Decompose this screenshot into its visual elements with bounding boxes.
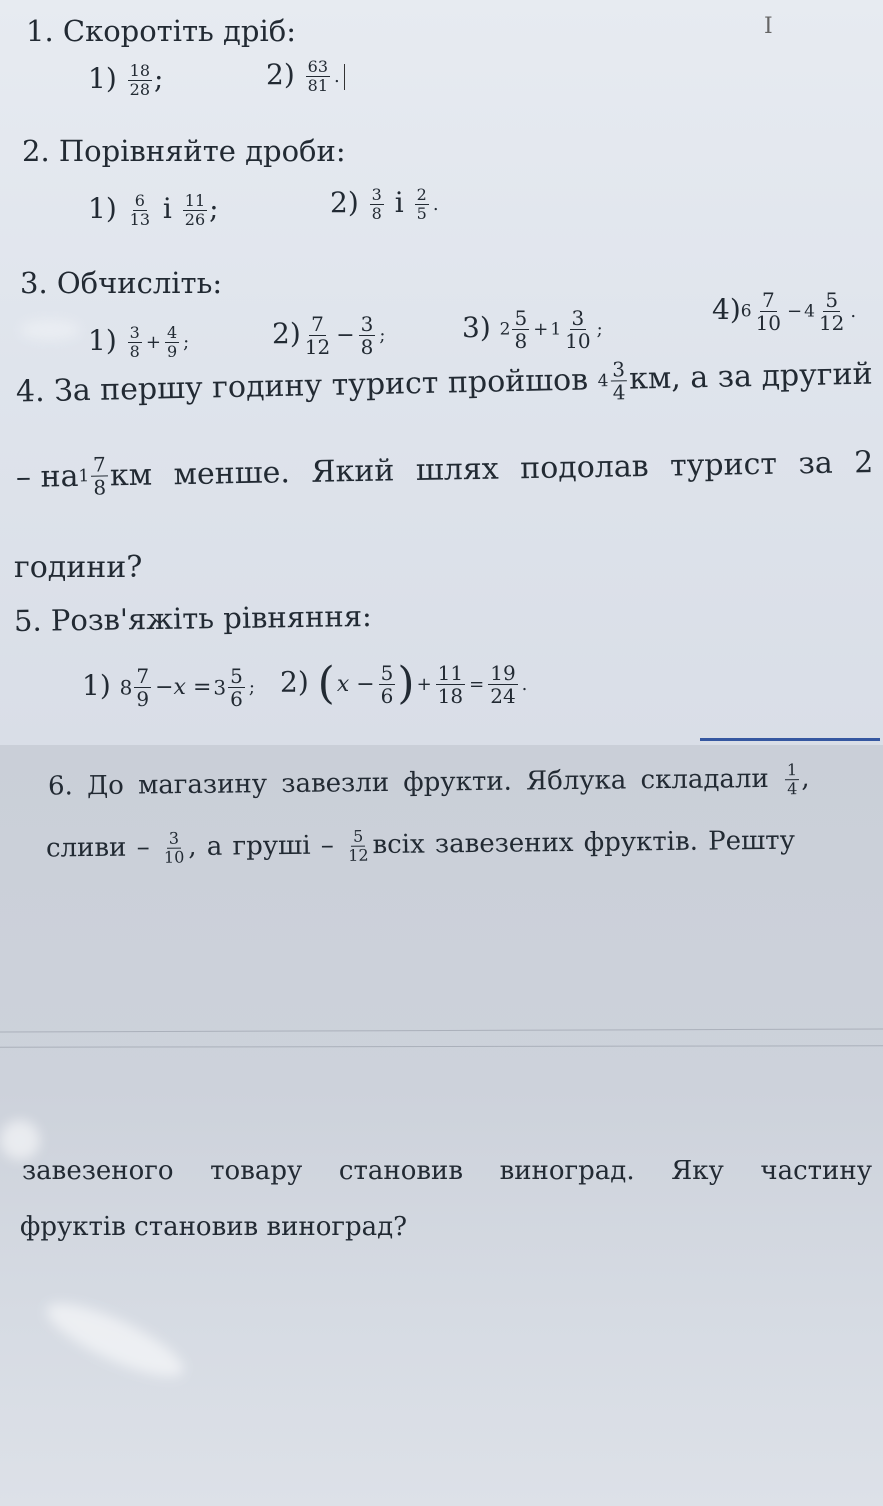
text-caret: [344, 64, 345, 90]
item-label: 1): [88, 62, 117, 95]
task2-item1: 1) $\frac{6}{13}$ і $\frac{11}{26}$ ;: [88, 191, 219, 229]
mixed-number: 1 $\frac{7}{8}$: [78, 452, 107, 500]
fraction: $\frac{3}{8}$: [360, 312, 374, 359]
task2-title: 2. Порівняйте дроби:: [22, 134, 346, 168]
task1-item2: 2) $\frac{63}{81}$ .: [266, 58, 345, 94]
task4-line1: 4. За першу годину турист пройшов 4 $\frac{3}{4}$ км, а за другий: [15, 356, 873, 410]
fraction: $\frac{6}{13}$: [129, 191, 151, 229]
task4-line2-words: км менше. Який шлях подолав турист за 2: [109, 445, 874, 494]
task4-line2: – на 1 $\frac{7}{8}$ км менше. Який шлях подолав турист за 2: [15, 445, 874, 500]
task1-item1: 1) $\frac{18}{28}$ ;: [88, 61, 164, 99]
task5-item2: 2) (x − $\frac{5}{6}$ ) + $\frac{11}{18}$ = $\frac{19}{24}$ .: [280, 658, 528, 709]
task5-title: 5. Розв'яжіть рівняння:: [13, 599, 372, 638]
task6-line1: 6. До магазину завезли фрукти. Яблука складали $\frac{1}{4}$ ,: [47, 760, 810, 802]
task2-item2: 2) $\frac{3}{8}$ і $\frac{2}{5}$ .: [330, 185, 439, 223]
task1-title: 1. Скоротіть дріб:: [26, 14, 296, 48]
fraction: $\frac{2}{5}$: [416, 185, 427, 223]
fraction: $\frac{11}{26}$: [184, 191, 206, 229]
fraction: $\frac{7}{9}$: [136, 664, 150, 711]
fraction: $\frac{63}{81}$: [307, 57, 329, 95]
fraction: $\frac{7}{10}$: [755, 288, 782, 335]
task6-line4: фруктів становив виноград?: [20, 1212, 408, 1242]
light-glare: [20, 320, 80, 340]
fraction: $\frac{11}{18}$: [437, 660, 464, 708]
fraction: $\frac{5}{6}$: [380, 660, 394, 708]
task3-title: 3. Обчисліть:: [20, 266, 223, 300]
fraction: $\frac{5}{8}$: [514, 306, 528, 353]
task4-line3: години?: [14, 550, 143, 585]
fraction: $\frac{7}{8}$: [92, 452, 107, 500]
fraction: $\frac{3}{8}$: [371, 185, 382, 223]
task3-item4: 4)6 $\frac{7}{10}$ − 4 $\frac{5}{12}$ .: [712, 288, 857, 335]
fraction: $\frac{5}{12}$: [818, 288, 845, 335]
task6-line2: сливи – $\frac{3}{10}$ , а груші – $\frac{5}{12}$ всіх завезених фруктів. Решту: [45, 825, 796, 867]
task3-item1: 1) $\frac{3}{8}$ + $\frac{4}{9}$ ;: [88, 323, 190, 361]
fraction: $\frac{5}{12}$: [348, 826, 369, 865]
fraction: $\frac{18}{28}$: [129, 61, 151, 99]
border-line: [700, 738, 880, 741]
fraction: $\frac{1}{4}$: [786, 760, 798, 799]
fraction: $\frac{5}{6}$: [230, 664, 243, 711]
fraction: $\frac{3}{4}$: [611, 357, 626, 405]
task3-item3: 3) 2 $\frac{5}{8}$ + 1 $\frac{3}{10}$ ;: [462, 306, 603, 353]
fraction: $\frac{4}{9}$: [166, 323, 178, 361]
light-glare: [0, 1120, 40, 1160]
task5-item1: 1) 8 $\frac{7}{9}$ −x = 3 $\frac{5}{6}$ ;: [82, 664, 255, 711]
fraction: $\frac{19}{24}$: [490, 660, 516, 708]
task3-item2: 2) $\frac{7}{12}$ − $\frac{3}{8}$ ;: [272, 312, 386, 359]
fraction: $\frac{3}{10}$: [565, 306, 591, 353]
fraction: $\frac{3}{8}$: [129, 323, 140, 361]
fraction: $\frac{3}{10}$: [163, 828, 185, 867]
task6-line3: завезеного товару становив виноград. Яку частину: [22, 1156, 872, 1186]
text-cursor-icon: I: [764, 14, 773, 39]
fraction: $\frac{7}{12}$: [304, 312, 331, 359]
item-label: 2): [266, 58, 295, 91]
